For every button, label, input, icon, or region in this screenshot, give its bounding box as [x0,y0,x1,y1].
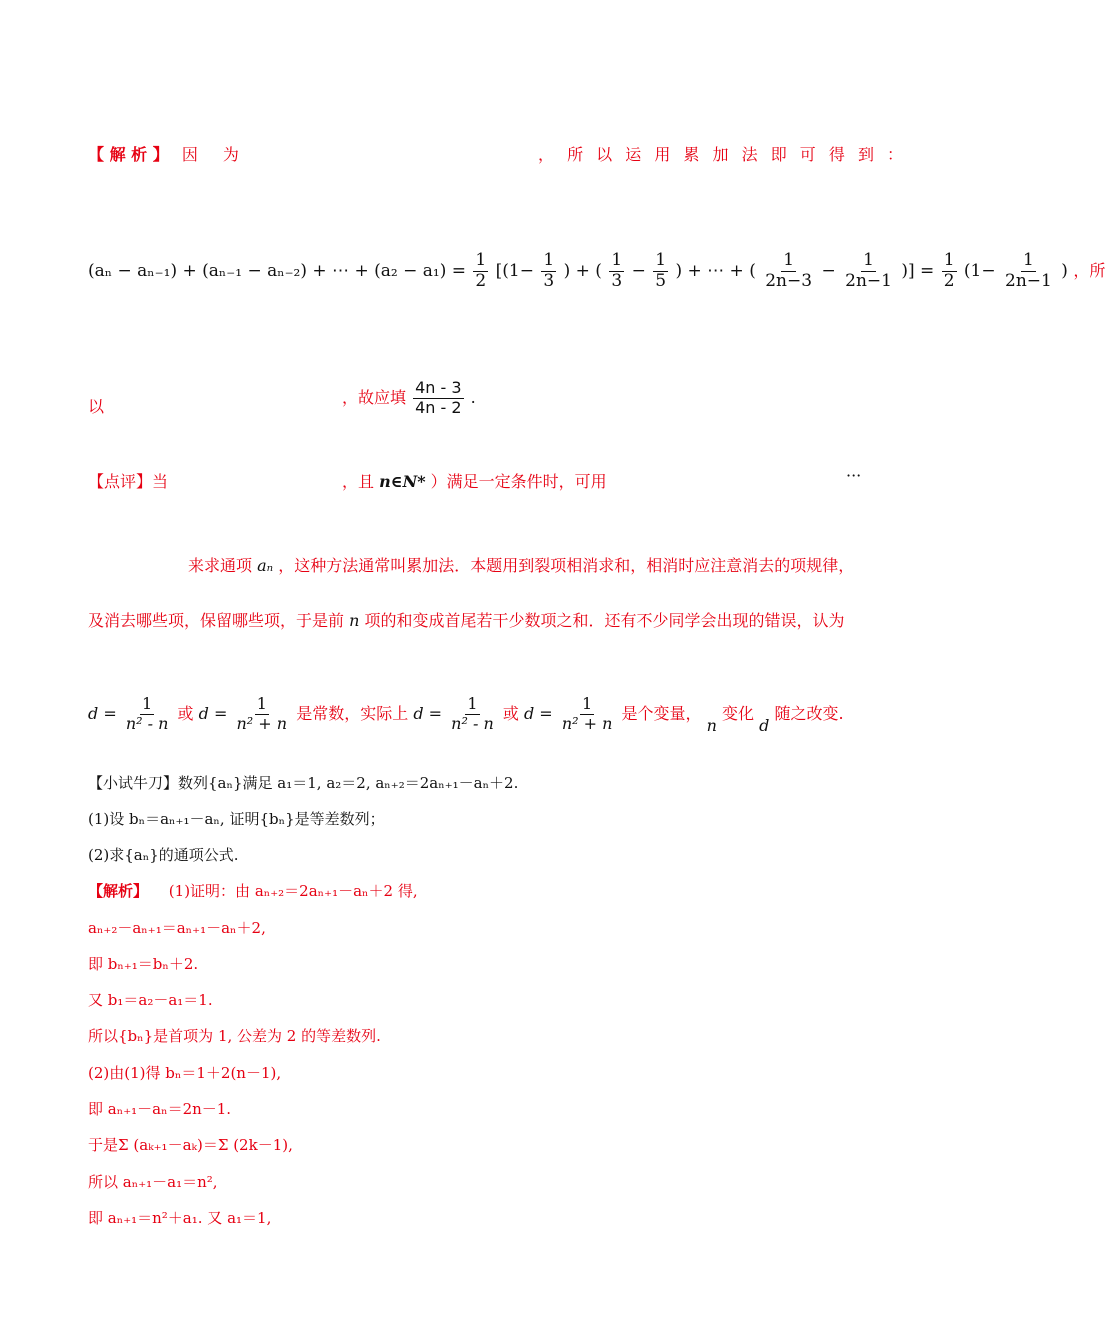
frac-d1: $\frac{1}{\text{n² - n}}$ [125,694,169,733]
line3-a: 及消去哪些项，保留哪些项，于是前 [88,611,345,630]
frac-r: $\frac{1}{2n-1}$ [1005,250,1052,291]
comment-line3 [88,608,845,631]
exercise-q1: (1)设 bₙ＝aₙ₊₁－aₙ, 证明{bₙ}是等差数列； [88,810,385,828]
eq-1: = [98,703,117,723]
fill-text: ，故应填 [342,387,407,407]
solution-s1: (1)证明：由 aₙ₊₂＝2aₙ₊₁－aₙ＋2 得, [168,882,418,900]
solution-line1 [88,880,418,901]
solution-s6: (2)由(1)得 bₙ＝1＋2(n－1), [88,1064,282,1082]
frac-d3: $\frac{1}{\text{n² - n}}$ [451,694,494,733]
solution-s4: 又 b₁＝a₂－a₁＝1. [88,991,213,1009]
period: . [470,387,476,407]
frac-d4: $\frac{1}{\text{n² + n}}$ [561,694,613,733]
answer-fraction [413,380,463,417]
frac-t3a: $\frac{1}{2n-3}$ [765,250,813,291]
r-close: ) [1061,260,1068,281]
frac-r-half: $\frac{1}{2}$ [943,250,955,291]
line3-b: 项的和变成首尾若干少数项之和．还有不少同学会出现的错误，认为 [364,611,845,630]
frac-t2a: $\frac{1}{3}$ [611,250,623,291]
minus-2: − [821,260,836,281]
d-4: d [523,703,535,723]
t2-open: ) + ( [563,260,602,281]
follow-text: 随之改变. [774,703,844,723]
frac-t2b: $\frac{1}{5}$ [655,250,667,291]
conclusion-prefix: 以 [88,397,105,416]
minus-1: − [631,260,646,281]
cond-text: ，且 [342,472,375,491]
const-text: 是常数，实际上 [296,703,409,723]
solution-s5: 所以{bₙ}是首项为 1, 公差为 2 的等差数列. [88,1027,381,1045]
solution-label: 【解析】 [88,882,149,900]
exercise-q2: (2)求{aₙ}的通项公式. [88,846,239,864]
close-text: )] = [901,260,935,281]
answer-den: 4n - 2 [415,397,462,417]
comment-label: 【点评】当 [88,472,169,491]
frac-t3b: $\frac{1}{2n-1}$ [845,250,892,291]
rest-text: ）满足一定条件时，可用 [430,472,607,491]
frac-half: $\frac{1}{2}$ [475,250,487,291]
d-line [88,696,844,733]
r-open: (1− [963,260,996,281]
suffix-text: ，所 [1073,260,1105,280]
sum-formula [88,252,1105,291]
d-var: d [759,715,770,735]
solution-s2: aₙ₊₂－aₙ₊₁＝aₙ₊₁－aₙ＋2, [88,919,266,937]
or-1: 或 [177,703,194,723]
eq-3: = [423,703,443,723]
analysis-label [88,142,249,165]
solution-s8: 于是Σ (aₖ₊₁－aₖ)＝Σ (2k－1), [88,1136,293,1154]
t1-open: [(1− [495,260,534,281]
change-text: 变化 [722,703,755,723]
answer-num: 4n - 3 [415,378,462,397]
solution-s7: 即 aₙ₊₁－aₙ＝2n－1. [88,1100,232,1118]
d-1: d [88,703,99,723]
n-var: n [706,715,717,735]
line2-a: 来求通项 [188,556,253,575]
dots-text: ) + ⋯ + ( [675,260,756,281]
or-2: 或 [502,703,519,723]
because-text: 因 为 [181,145,249,164]
line2-b: ，这种方法通常叫累加法．本题用到裂项相消求和，相消时应注意消去的项规律， [278,556,855,575]
ellipsis: ··· [846,466,862,485]
solution-s9: 所以 aₙ₊₁－a₁＝n², [88,1173,218,1191]
an-symbol: aₙ [257,556,274,575]
frac-d2: $\frac{1}{\text{n² + n}}$ [236,694,288,733]
comment-cond-line [342,469,607,492]
frac-t1: $\frac{1}{3}$ [543,250,555,291]
n-in-N: n∈N* [379,472,426,491]
solution-s10: 即 aₙ₊₁＝n²＋a₁. 又 a₁＝1, [88,1209,272,1227]
analysis-heading: 【 解 析 】 [88,145,169,164]
sum-lhs: (aₙ − aₙ₋₁) + (aₙ₋₁ − aₙ₋₂) + ⋯ + (a₂ − a₁) = [88,260,466,281]
exercise-title: 【小试牛刀】数列{aₙ}满足 a₁＝1, a₂＝2, aₙ₊₂＝2aₙ₊₁－aₙ＋2. [88,774,519,792]
solution-s3: 即 bₙ₊₁＝bₙ＋2. [88,955,199,973]
variable-text: 是个变量， [621,703,702,723]
conclusion-line [342,380,476,417]
eq-4: = [534,703,553,723]
d-3: d [413,703,424,723]
eq-2: = [208,703,228,723]
so-use-text: ， 所 以 运 用 累 加 法 即 可 得 到 ： [538,145,908,164]
n-symbol: n [349,611,360,630]
d-2: d [198,703,209,723]
comment-line2 [188,553,854,576]
